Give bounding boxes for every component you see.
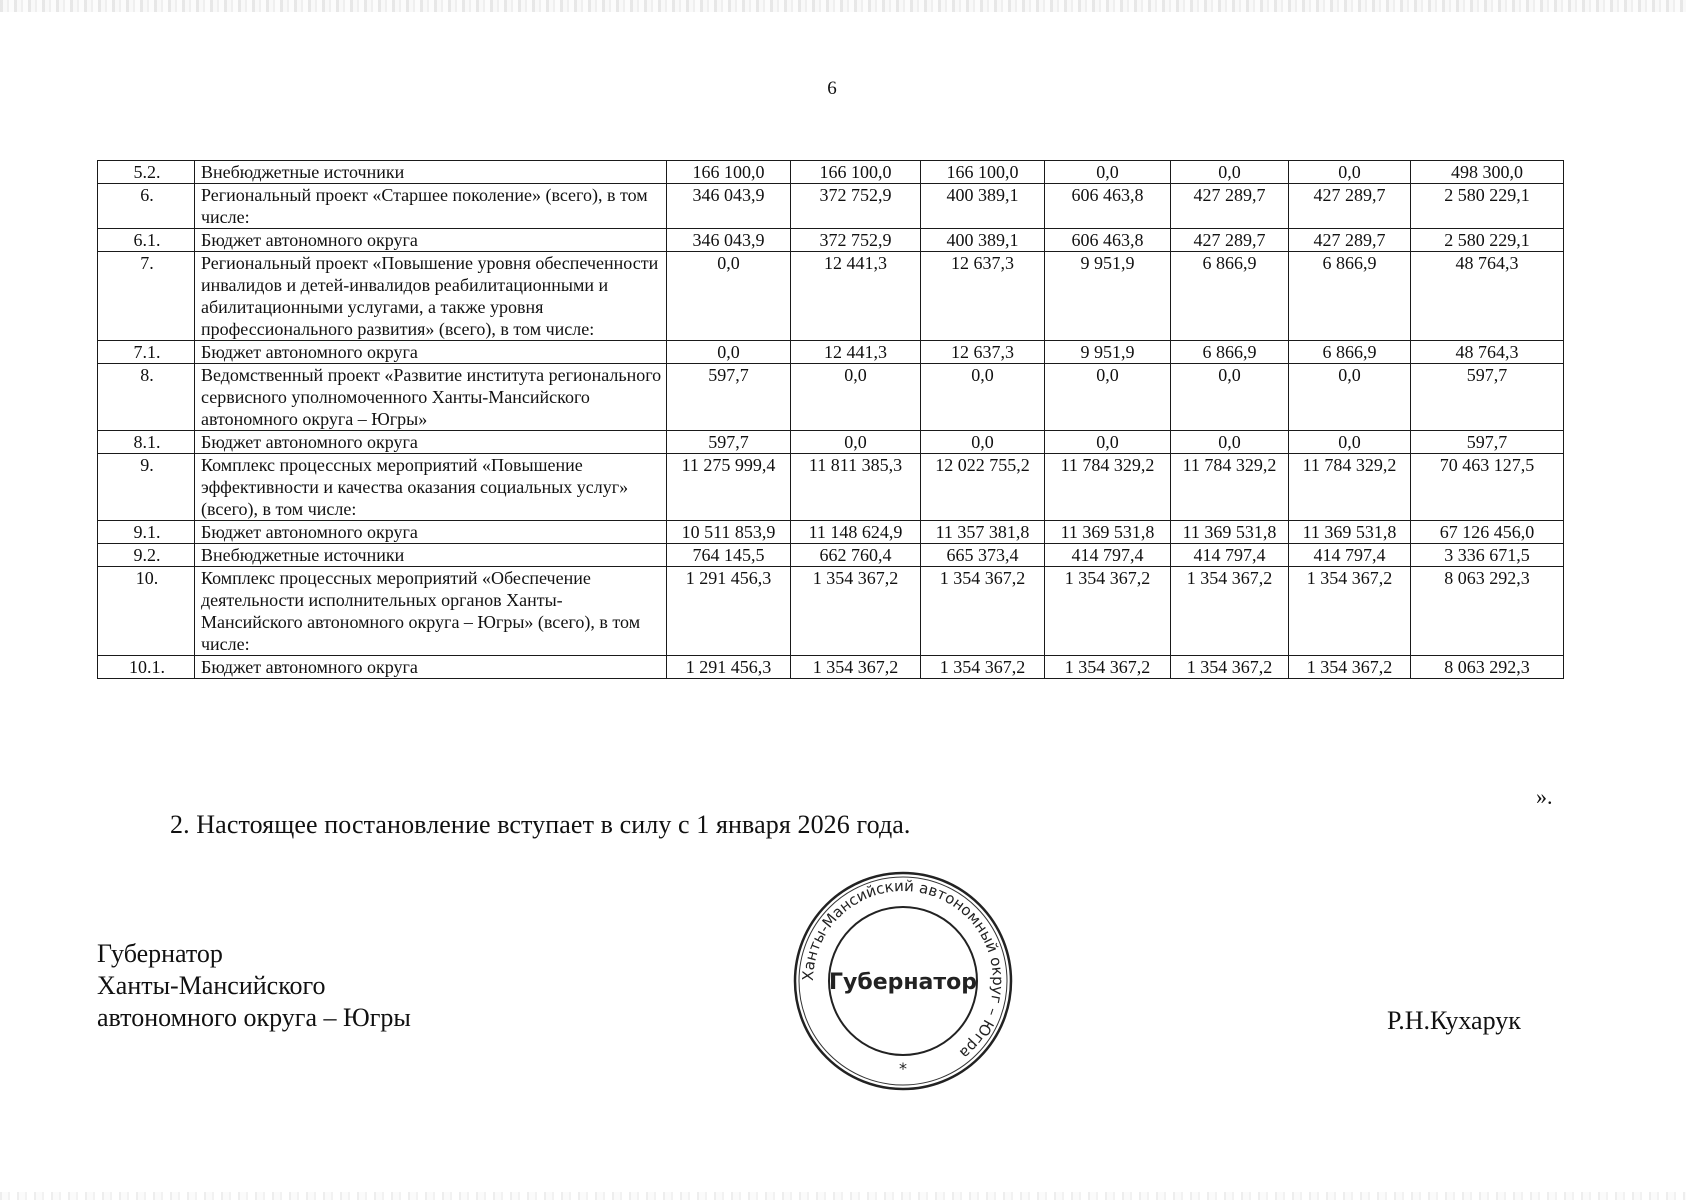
row-value-cell: 11 369 531,8 — [1289, 521, 1411, 544]
seal-star: * — [899, 1059, 907, 1078]
row-label-cell: Бюджет автономного округа — [195, 229, 667, 252]
signatory-title-line: Губернатор — [97, 939, 223, 968]
row-value-cell: 11 369 531,8 — [1171, 521, 1289, 544]
row-value-cell: 0,0 — [1289, 161, 1411, 184]
table-row — [98, 341, 1564, 364]
page-number: 6 — [827, 78, 837, 99]
closing-quote: ». — [1536, 784, 1553, 809]
row-value-cell: 0,0 — [1045, 364, 1171, 431]
scan-edge-bottom — [0, 1192, 1686, 1200]
row-value-cell: 0,0 — [1171, 431, 1289, 454]
row-total-cell: 2 580 229,1 — [1411, 229, 1564, 252]
row-value-cell: 0,0 — [1045, 431, 1171, 454]
row-value-cell: 1 354 367,2 — [1289, 567, 1411, 656]
row-value-cell: 1 354 367,2 — [1045, 656, 1171, 679]
row-value-cell: 414 797,4 — [1289, 544, 1411, 567]
row-value-cell: 1 354 367,2 — [791, 656, 921, 679]
row-total-cell: 70 463 127,5 — [1411, 454, 1564, 521]
row-value-cell: 12 441,3 — [791, 252, 921, 341]
row-value-cell: 11 275 999,4 — [667, 454, 791, 521]
row-label-cell: Бюджет автономного округа — [195, 521, 667, 544]
row-value-cell: 764 145,5 — [667, 544, 791, 567]
table-row — [98, 161, 1564, 184]
row-value-cell: 1 354 367,2 — [921, 656, 1045, 679]
table-row — [98, 184, 1564, 229]
row-value-cell: 11 784 329,2 — [1289, 454, 1411, 521]
table-row — [98, 252, 1564, 341]
row-value-cell: 400 389,1 — [921, 184, 1045, 229]
row-value-cell: 427 289,7 — [1171, 229, 1289, 252]
row-label-cell: Комплекс процессных мероприятий «Повышение эффективности и качества оказания социальных услуг» (всего), в том числе: — [195, 454, 667, 521]
row-value-cell: 1 291 456,3 — [667, 656, 791, 679]
row-value-cell: 12 637,3 — [921, 341, 1045, 364]
table-row — [98, 656, 1564, 679]
row-value-cell: 372 752,9 — [791, 229, 921, 252]
row-value-cell: 662 760,4 — [791, 544, 921, 567]
row-value-cell: 1 354 367,2 — [1171, 567, 1289, 656]
table-row — [98, 544, 1564, 567]
row-value-cell: 1 354 367,2 — [1171, 656, 1289, 679]
row-value-cell: 1 354 367,2 — [1045, 567, 1171, 656]
row-value-cell: 6 866,9 — [1171, 341, 1289, 364]
budget-table — [97, 160, 1564, 679]
row-number-cell: 9. — [98, 454, 195, 521]
budget-table-body — [98, 161, 1564, 679]
row-total-cell: 597,7 — [1411, 431, 1564, 454]
row-value-cell: 1 291 456,3 — [667, 567, 791, 656]
row-total-cell: 67 126 456,0 — [1411, 521, 1564, 544]
row-value-cell: 414 797,4 — [1171, 544, 1289, 567]
row-number-cell: 7.1. — [98, 341, 195, 364]
row-value-cell: 11 811 385,3 — [791, 454, 921, 521]
row-value-cell: 0,0 — [1045, 161, 1171, 184]
row-value-cell: 372 752,9 — [791, 184, 921, 229]
row-value-cell: 12 637,3 — [921, 252, 1045, 341]
row-value-cell: 0,0 — [1171, 364, 1289, 431]
row-value-cell: 665 373,4 — [921, 544, 1045, 567]
row-value-cell: 6 866,9 — [1289, 341, 1411, 364]
row-value-cell: 0,0 — [1171, 161, 1289, 184]
row-value-cell: 166 100,0 — [921, 161, 1045, 184]
row-label-cell: Бюджет автономного округа — [195, 431, 667, 454]
row-value-cell: 10 511 853,9 — [667, 521, 791, 544]
row-value-cell: 11 369 531,8 — [1045, 521, 1171, 544]
row-number-cell: 10.1. — [98, 656, 195, 679]
row-number-cell: 9.1. — [98, 521, 195, 544]
table-row — [98, 521, 1564, 544]
row-value-cell: 597,7 — [667, 364, 791, 431]
row-label-cell: Бюджет автономного округа — [195, 341, 667, 364]
row-value-cell: 597,7 — [667, 431, 791, 454]
row-value-cell: 606 463,8 — [1045, 229, 1171, 252]
row-label-cell: Ведомственный проект «Развитие института регионального сервисного уполномоченного Ханты-Мансийского автономного округа – Югры» — [195, 364, 667, 431]
row-value-cell: 414 797,4 — [1045, 544, 1171, 567]
row-value-cell: 11 784 329,2 — [1045, 454, 1171, 521]
row-total-cell: 3 336 671,5 — [1411, 544, 1564, 567]
official-seal — [788, 866, 1018, 1096]
row-value-cell: 0,0 — [667, 341, 791, 364]
row-number-cell: 8.1. — [98, 431, 195, 454]
row-value-cell: 0,0 — [1289, 431, 1411, 454]
row-value-cell: 11 784 329,2 — [1171, 454, 1289, 521]
row-total-cell: 2 580 229,1 — [1411, 184, 1564, 229]
row-value-cell: 1 354 367,2 — [921, 567, 1045, 656]
row-total-cell: 498 300,0 — [1411, 161, 1564, 184]
row-value-cell: 6 866,9 — [1171, 252, 1289, 341]
row-value-cell: 0,0 — [791, 364, 921, 431]
row-value-cell: 11 357 381,8 — [921, 521, 1045, 544]
table-row — [98, 567, 1564, 656]
row-total-cell: 48 764,3 — [1411, 341, 1564, 364]
row-total-cell: 8 063 292,3 — [1411, 656, 1564, 679]
row-total-cell: 8 063 292,3 — [1411, 567, 1564, 656]
row-number-cell: 6.1. — [98, 229, 195, 252]
row-value-cell: 11 148 624,9 — [791, 521, 921, 544]
row-value-cell: 0,0 — [1289, 364, 1411, 431]
row-label-cell: Региональный проект «Повышение уровня обеспеченности инвалидов и детей-инвалидов реабилитационными и абилитационными услугами, а также уровня профессионального развития» (всего), в том числе: — [195, 252, 667, 341]
signatory-title-line: Ханты-Мансийского — [97, 971, 326, 1000]
row-value-cell: 0,0 — [921, 431, 1045, 454]
row-value-cell: 6 866,9 — [1289, 252, 1411, 341]
row-value-cell: 166 100,0 — [667, 161, 791, 184]
row-value-cell: 346 043,9 — [667, 229, 791, 252]
row-number-cell: 7. — [98, 252, 195, 341]
table-row — [98, 364, 1564, 431]
effective-date-clause: 2. Настоящее постановление вступает в силу с 1 января 2026 года. — [170, 810, 911, 839]
row-label-cell: Комплекс процессных мероприятий «Обеспечение деятельности исполнительных органов Ханты-Мансийского автономного округа – Югры» (всего), в том числе: — [195, 567, 667, 656]
row-value-cell: 0,0 — [921, 364, 1045, 431]
seal-center-text: Губернатор — [828, 970, 978, 995]
row-value-cell: 12 441,3 — [791, 341, 921, 364]
row-value-cell: 400 389,1 — [921, 229, 1045, 252]
scan-edge-top — [0, 0, 1686, 12]
signatory-name: Р.Н.Кухарук — [1387, 1006, 1521, 1035]
row-label-cell: Внебюджетные источники — [195, 161, 667, 184]
row-value-cell: 166 100,0 — [791, 161, 921, 184]
signatory-title — [97, 938, 411, 1034]
row-value-cell: 12 022 755,2 — [921, 454, 1045, 521]
row-number-cell: 8. — [98, 364, 195, 431]
row-number-cell: 6. — [98, 184, 195, 229]
row-value-cell: 9 951,9 — [1045, 252, 1171, 341]
row-value-cell: 1 354 367,2 — [1289, 656, 1411, 679]
table-row — [98, 454, 1564, 521]
row-value-cell: 0,0 — [791, 431, 921, 454]
row-label-cell: Бюджет автономного округа — [195, 656, 667, 679]
row-value-cell: 9 951,9 — [1045, 341, 1171, 364]
row-value-cell: 346 043,9 — [667, 184, 791, 229]
row-number-cell: 10. — [98, 567, 195, 656]
row-total-cell: 48 764,3 — [1411, 252, 1564, 341]
row-number-cell: 5.2. — [98, 161, 195, 184]
row-value-cell: 427 289,7 — [1289, 184, 1411, 229]
table-row — [98, 229, 1564, 252]
row-value-cell: 427 289,7 — [1289, 229, 1411, 252]
row-value-cell: 427 289,7 — [1171, 184, 1289, 229]
signatory-title-line: автономного округа – Югры — [97, 1003, 411, 1032]
row-number-cell: 9.2. — [98, 544, 195, 567]
seal-ring-text: Ханты-Мансийский автономный округ – Югра — [798, 876, 1008, 1063]
row-value-cell: 606 463,8 — [1045, 184, 1171, 229]
row-value-cell: 0,0 — [667, 252, 791, 341]
row-label-cell: Региональный проект «Старшее поколение» (всего), в том числе: — [195, 184, 667, 229]
row-total-cell: 597,7 — [1411, 364, 1564, 431]
table-row — [98, 431, 1564, 454]
row-value-cell: 1 354 367,2 — [791, 567, 921, 656]
row-label-cell: Внебюджетные источники — [195, 544, 667, 567]
